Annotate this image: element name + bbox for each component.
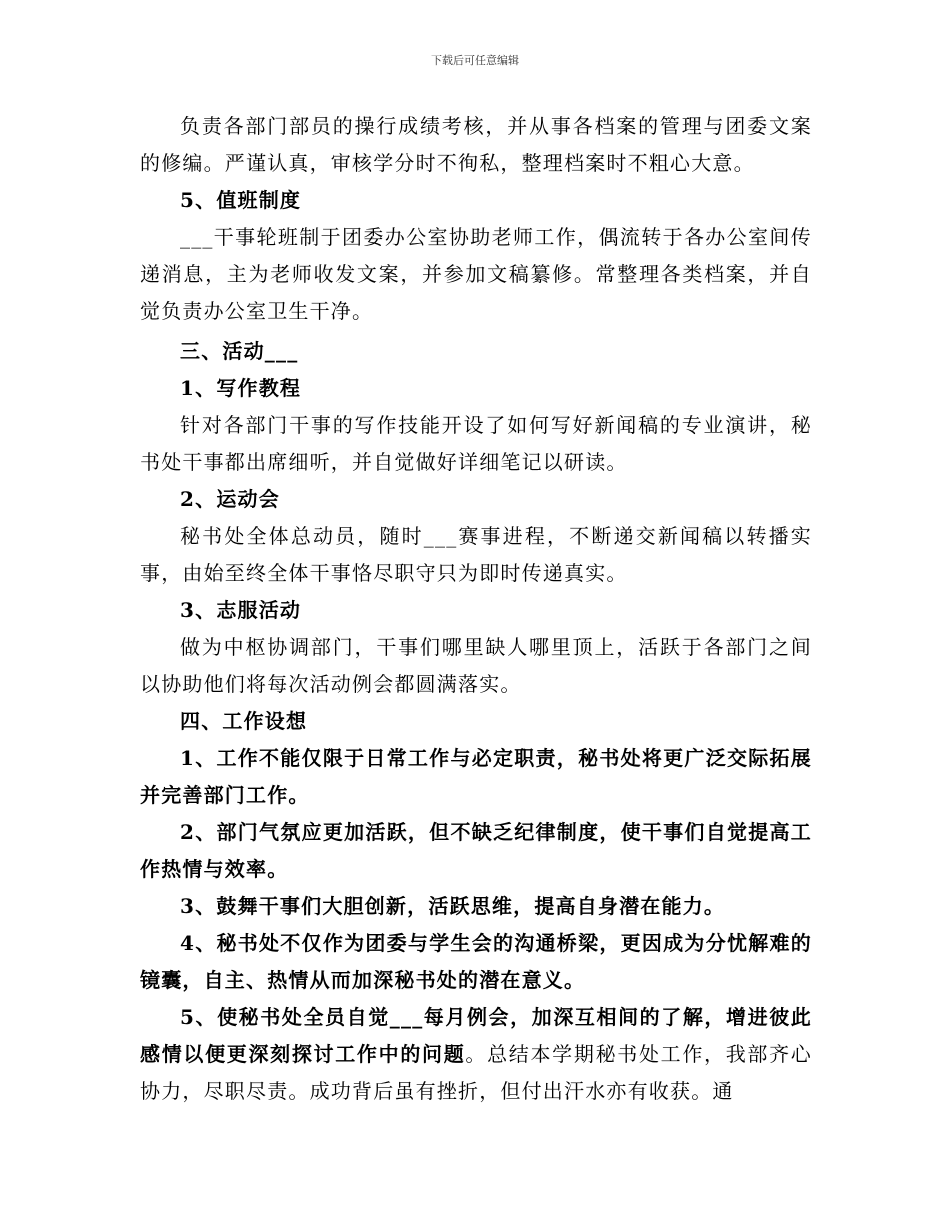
paragraph-writing-course: 针对各部门干事的写作技能开设了如何写好新闻稿的专业演讲，秘书处干事都出席细听，并自觉做好详细笔记以研读。 — [140, 413, 812, 474]
heading-activities: 三、活动___ — [180, 339, 299, 363]
plan-item-2: 2、部门气氛应更加活跃，但不缺乏纪律制度，使干事们自觉提高工作热情与效率。 — [140, 820, 812, 881]
paragraph-archive-duties: 负责各部门部员的操行成绩考核，并从事各档案的管理与团委文案的修编。严谨认真，审核学分时不徇私，整理档案时不粗心大意。 — [140, 114, 812, 175]
heading-work-plans: 四、工作设想 — [180, 709, 308, 733]
heading-volunteer: 3、志服活动 — [180, 598, 302, 622]
heading-writing-course: 1、写作教程 — [180, 376, 302, 400]
summary-text: 。总结本学期秘书处工作，我部齐心协力，尽职尽责。成功背后虽有挫折，但付出汗水亦有收获。通 — [140, 1042, 813, 1103]
paragraph-duty-system: ___干事轮班制于团委办公室协助老师工作，偶流转于各办公室间传递消息，主为老师收发文案，并参加文稿纂修。常整理各类档案，并自觉负责办公室卫生干净。 — [140, 225, 812, 323]
plan-item-5 — [140, 999, 812, 1110]
heading-duty-system: 5、值班制度 — [180, 188, 302, 212]
plan-item-1: 1、工作不能仅限于日常工作与必定职责，秘书处将更广泛交际拓展并完善部门工作。 — [140, 746, 812, 807]
paragraph-volunteer: 做为中枢协调部门，干事们哪里缺人哪里顶上，活跃于各部门之间以协助他们将每次活动例会都圆满落实。 — [140, 635, 812, 696]
plan-item-5-bold: 5、使秘书处全员自觉___每月例会，加深互相间的了解，增进彼此感情以便更深刻探讨工作中的问题 — [140, 1005, 812, 1066]
document-body — [140, 108, 812, 1110]
heading-sports-meet: 2、运动会 — [180, 487, 280, 511]
plan-item-4: 4、秘书处不仅作为团委与学生会的沟通桥梁，更因成为分忧解难的镜囊，自主、热情从而加深秘书处的潜在意义。 — [140, 931, 812, 992]
page-header: 下载后可任意编辑 — [431, 54, 519, 67]
plan-item-3: 3、鼓舞干事们大胆创新，活跃思维，提高自身潜在能力。 — [180, 894, 726, 918]
paragraph-sports-meet: 秘书处全体总动员，随时___赛事进程，不断递交新闻稿以转播实事，由始至终全体干事恪尽职守只为即时传递真实。 — [140, 524, 812, 585]
